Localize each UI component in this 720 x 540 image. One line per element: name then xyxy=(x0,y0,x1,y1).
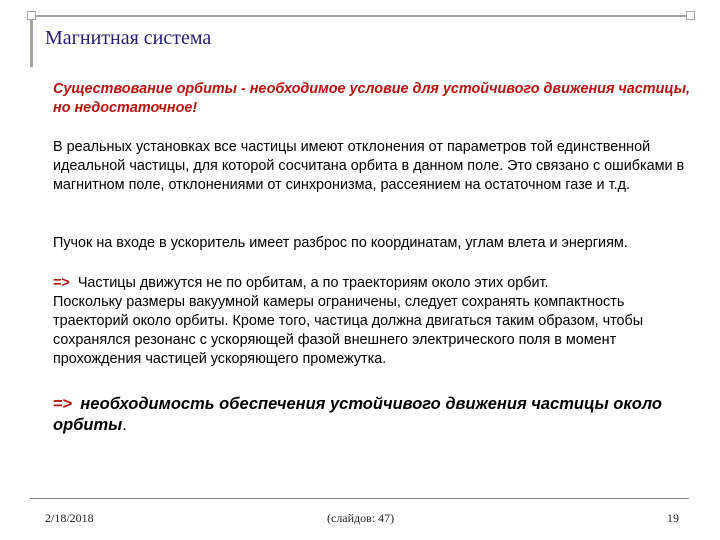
footer-page-number: 19 xyxy=(667,511,679,525)
footer-date: 2/18/2018 xyxy=(45,511,94,525)
slide-title: Магнитная система xyxy=(45,27,212,49)
frame-left-bar xyxy=(30,15,33,67)
implies-arrow-icon: => xyxy=(53,275,70,291)
frame-corner-square-left xyxy=(27,11,36,20)
frame-top-bar xyxy=(33,15,691,17)
frame-corner-square-right xyxy=(686,11,695,20)
trajectories-detail: Поскольку размеры вакуумной камеры ограничены, следует сохранять компактность траекторий около орбиты. Кроме того, частица должна двигаться таким образом, чтобы сохранялся резонанс с ускоряющей фазой внешнего электрического поля в момент прохождения частицей ускоряющего промежутка. xyxy=(53,294,644,367)
footer-slide-count: (слайдов: 47) xyxy=(327,511,395,525)
footer-divider xyxy=(30,498,689,499)
warning-statement: Существование орбиты - необходимое условие для устойчивого движения частицы, но недостаточное! xyxy=(53,81,690,116)
conclusion-statement xyxy=(53,394,703,436)
paragraph-beam-spread: Пучок на входе в ускоритель имеет разброс по координатам, углам влета и энергиям. xyxy=(53,235,628,251)
trajectories-lead: Частицы движутся не по орбитам, а по траекториям около этих орбит. xyxy=(77,275,549,291)
paragraph-deviations: В реальных установках все частицы имеют отклонения от параметров той единственной идеальной частицы, для которой сосчитана орбита в данном поле. Это связано с ошибками в магнитном поле, отклонениями от синхронизма, рассеянием на остаточном газе и т.д. xyxy=(53,139,685,193)
conclusion-period: . xyxy=(122,416,127,434)
paragraph-trajectories xyxy=(53,274,703,369)
implies-arrow-icon: => xyxy=(53,395,73,413)
conclusion-text: необходимость обеспечения устойчивого движения частицы около орбиты xyxy=(53,395,662,434)
